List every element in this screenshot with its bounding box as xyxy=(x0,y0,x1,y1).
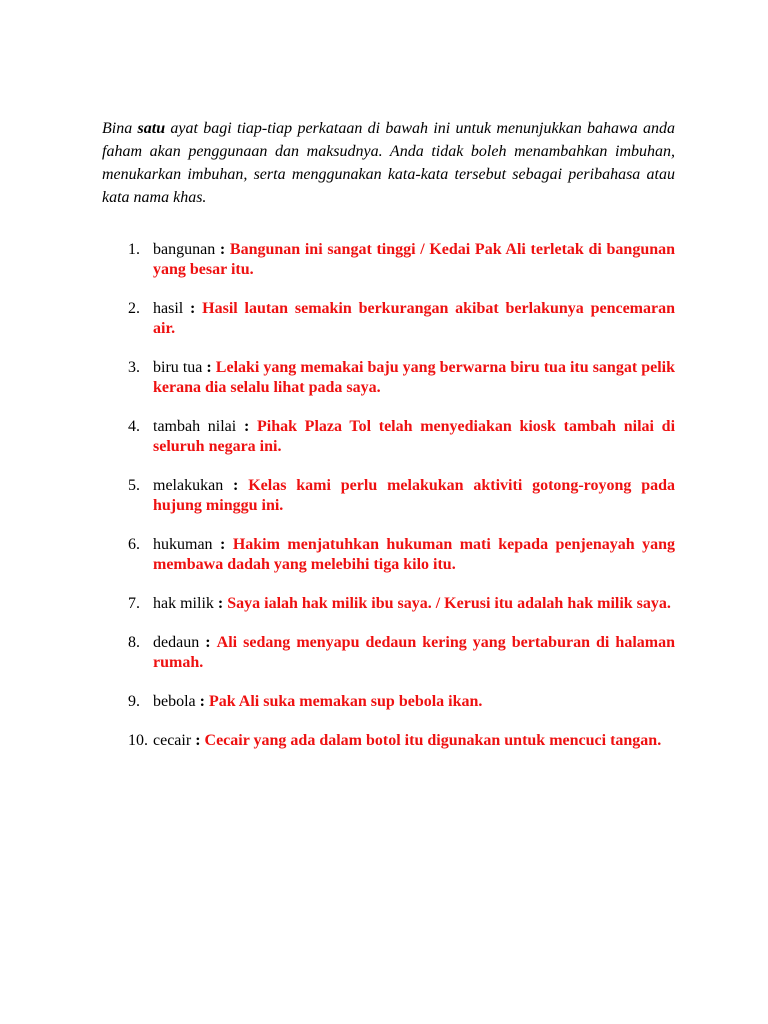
item-number: 5. xyxy=(128,477,140,494)
answer-list xyxy=(102,240,675,770)
item-word: melakukan xyxy=(153,477,224,494)
item-sentence: Ali sedang menyapu dedaun kering yang bertaburan di halaman rumah. xyxy=(153,634,676,671)
item-number: 1. xyxy=(128,241,140,258)
list-item xyxy=(102,417,675,457)
item-sentence: Saya ialah hak milik ibu saya. / Kerusi itu adalah hak milik saya. xyxy=(227,595,671,612)
instructions-text-after: ayat bagi tiap-tiap perkataan di bawah ini untuk menunjukkan bahawa anda faham akan penggunaan dan maksudnya. Anda tidak boleh menambahkan imbuhan, menukarkan imbuhan, serta menggunakan kata-kata tersebut sebagai peribahasa atau kata nama khas. xyxy=(102,120,675,206)
item-number: 3. xyxy=(128,359,140,376)
instructions-text-before: Bina xyxy=(102,120,138,137)
item-word: hukuman xyxy=(153,536,213,553)
list-item xyxy=(102,692,675,712)
instructions-paragraph xyxy=(102,117,675,209)
item-sentence: Bangunan ini sangat tinggi / Kedai Pak Ali terletak di bangunan yang besar itu. xyxy=(153,241,676,278)
item-sentence: Pihak Plaza Tol telah menyediakan kiosk tambah nilai di seluruh negara ini. xyxy=(153,418,676,455)
item-colon: : xyxy=(233,477,239,494)
item-number: 10. xyxy=(128,732,148,749)
item-sentence: Lelaki yang memakai baju yang berwarna biru tua itu sangat pelik kerana dia selalu lihat pada saya. xyxy=(153,359,675,396)
item-sentence: Cecair yang ada dalam botol itu digunakan untuk mencuci tangan. xyxy=(204,732,662,749)
list-item xyxy=(102,731,675,751)
item-number: 8. xyxy=(128,634,140,651)
item-colon: : xyxy=(217,595,224,612)
item-colon: : xyxy=(195,732,201,749)
item-colon: : xyxy=(220,536,226,553)
item-number: 7. xyxy=(128,595,140,612)
item-colon: : xyxy=(219,241,226,258)
item-number: 2. xyxy=(128,300,140,317)
item-number: 9. xyxy=(128,693,140,710)
item-word: hasil xyxy=(153,300,184,317)
item-colon: : xyxy=(206,359,212,376)
list-item xyxy=(102,240,675,280)
list-item xyxy=(102,633,675,673)
item-sentence: Kelas kami perlu melakukan aktiviti gotong-royong pada hujung minggu ini. xyxy=(153,477,676,514)
item-word: cecair xyxy=(153,732,192,749)
item-colon: : xyxy=(190,300,196,317)
list-item xyxy=(102,535,675,575)
list-item xyxy=(102,358,675,398)
item-word: dedaun xyxy=(153,634,200,651)
item-sentence: Hasil lautan semakin berkurangan akibat berlakunya pencemaran air. xyxy=(153,300,675,337)
item-word: bebola xyxy=(153,693,196,710)
item-colon: : xyxy=(243,418,250,435)
list-item xyxy=(102,299,675,339)
list-item xyxy=(102,594,675,614)
item-word: hak milik xyxy=(153,595,214,612)
item-sentence: Pak Ali suka memakan sup bebola ikan. xyxy=(208,693,483,710)
list-item xyxy=(102,476,675,516)
item-number: 6. xyxy=(128,536,140,553)
item-colon: : xyxy=(199,693,205,710)
item-word: biru tua xyxy=(153,359,203,376)
item-word: bangunan xyxy=(153,241,216,258)
item-colon: : xyxy=(205,634,211,651)
item-number: 4. xyxy=(128,418,140,435)
instructions-emphasis: satu xyxy=(137,120,166,137)
item-sentence: Hakim menjatuhkan hukuman mati kepada penjenayah yang membawa dadah yang melebihi tiga kilo itu. xyxy=(153,536,676,573)
item-word: tambah nilai xyxy=(153,418,237,435)
